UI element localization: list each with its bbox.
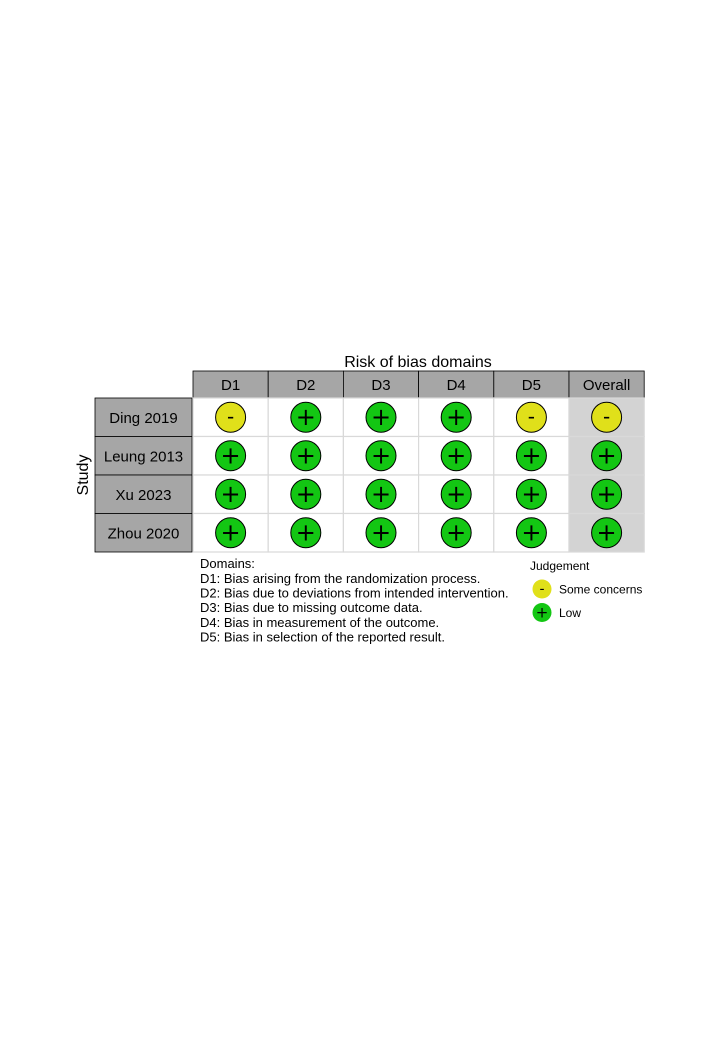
judgement-symbol: - <box>602 404 611 429</box>
column-header-d5: D5 <box>521 377 541 394</box>
judgement-symbol: + <box>521 441 542 470</box>
column-header-d2: D2 <box>296 377 316 394</box>
judgement-symbol: + <box>220 479 241 508</box>
domain-definition-d3: D3: Bias due to missing outcome data. <box>200 600 423 616</box>
study-label: Ding 2019 <box>109 409 178 427</box>
legend-some-label: Some concerns <box>559 582 643 597</box>
legend-symbol: - <box>539 581 545 598</box>
judgement-symbol: + <box>295 441 316 470</box>
judgement-legend <box>530 559 642 622</box>
legend-title: Judgement <box>530 559 590 573</box>
legend-low-label: Low <box>559 606 582 620</box>
judgement-symbol: + <box>446 479 467 508</box>
domain-definition-d4: D4: Bias in measurement of the outcome. <box>200 614 440 630</box>
column-header-d1: D1 <box>221 377 241 394</box>
judgement-symbol: + <box>370 479 392 508</box>
study-label: Zhou 2020 <box>107 525 180 543</box>
legend-symbol: + <box>535 603 549 622</box>
study-label: Xu 2023 <box>115 486 172 504</box>
judgement-grid <box>95 371 644 552</box>
judgement-symbol: + <box>596 518 617 547</box>
y-axis-label: Study <box>75 454 92 496</box>
domain-definition-d2: D2: Bias due to deviations from intended intervention. <box>200 585 509 601</box>
domains-note <box>200 556 509 644</box>
domains-heading: Domains: <box>200 556 255 571</box>
judgement-symbol: - <box>226 404 235 429</box>
judgement-symbol: + <box>596 479 617 508</box>
judgement-symbol: + <box>446 518 467 547</box>
judgement-symbol: + <box>295 518 316 547</box>
judgement-symbol: + <box>295 479 316 508</box>
judgement-symbol: + <box>521 479 542 508</box>
judgement-symbol: + <box>370 518 392 547</box>
domain-definition-d5: D5: Bias in selection of the reported result. <box>200 629 445 645</box>
judgement-symbol: + <box>220 518 241 547</box>
column-header-d4: D4 <box>446 377 466 394</box>
judgement-symbol: + <box>220 441 241 470</box>
judgement-symbol: - <box>527 404 536 429</box>
column-header-overall: Overall <box>582 377 631 394</box>
column-header-d3: D3 <box>371 377 391 394</box>
judgement-symbol: + <box>446 402 467 431</box>
study-label: Leung 2013 <box>103 448 184 466</box>
judgement-symbol: + <box>295 402 316 431</box>
plot-title: Risk of bias domains <box>344 354 492 371</box>
judgement-symbol: + <box>370 441 392 470</box>
judgement-symbol: + <box>521 518 542 547</box>
judgement-symbol: + <box>446 441 467 470</box>
judgement-symbol: + <box>370 402 392 431</box>
judgement-symbol: + <box>596 441 617 470</box>
domain-definition-d1: D1: Bias arising from the randomization process. <box>200 571 481 586</box>
